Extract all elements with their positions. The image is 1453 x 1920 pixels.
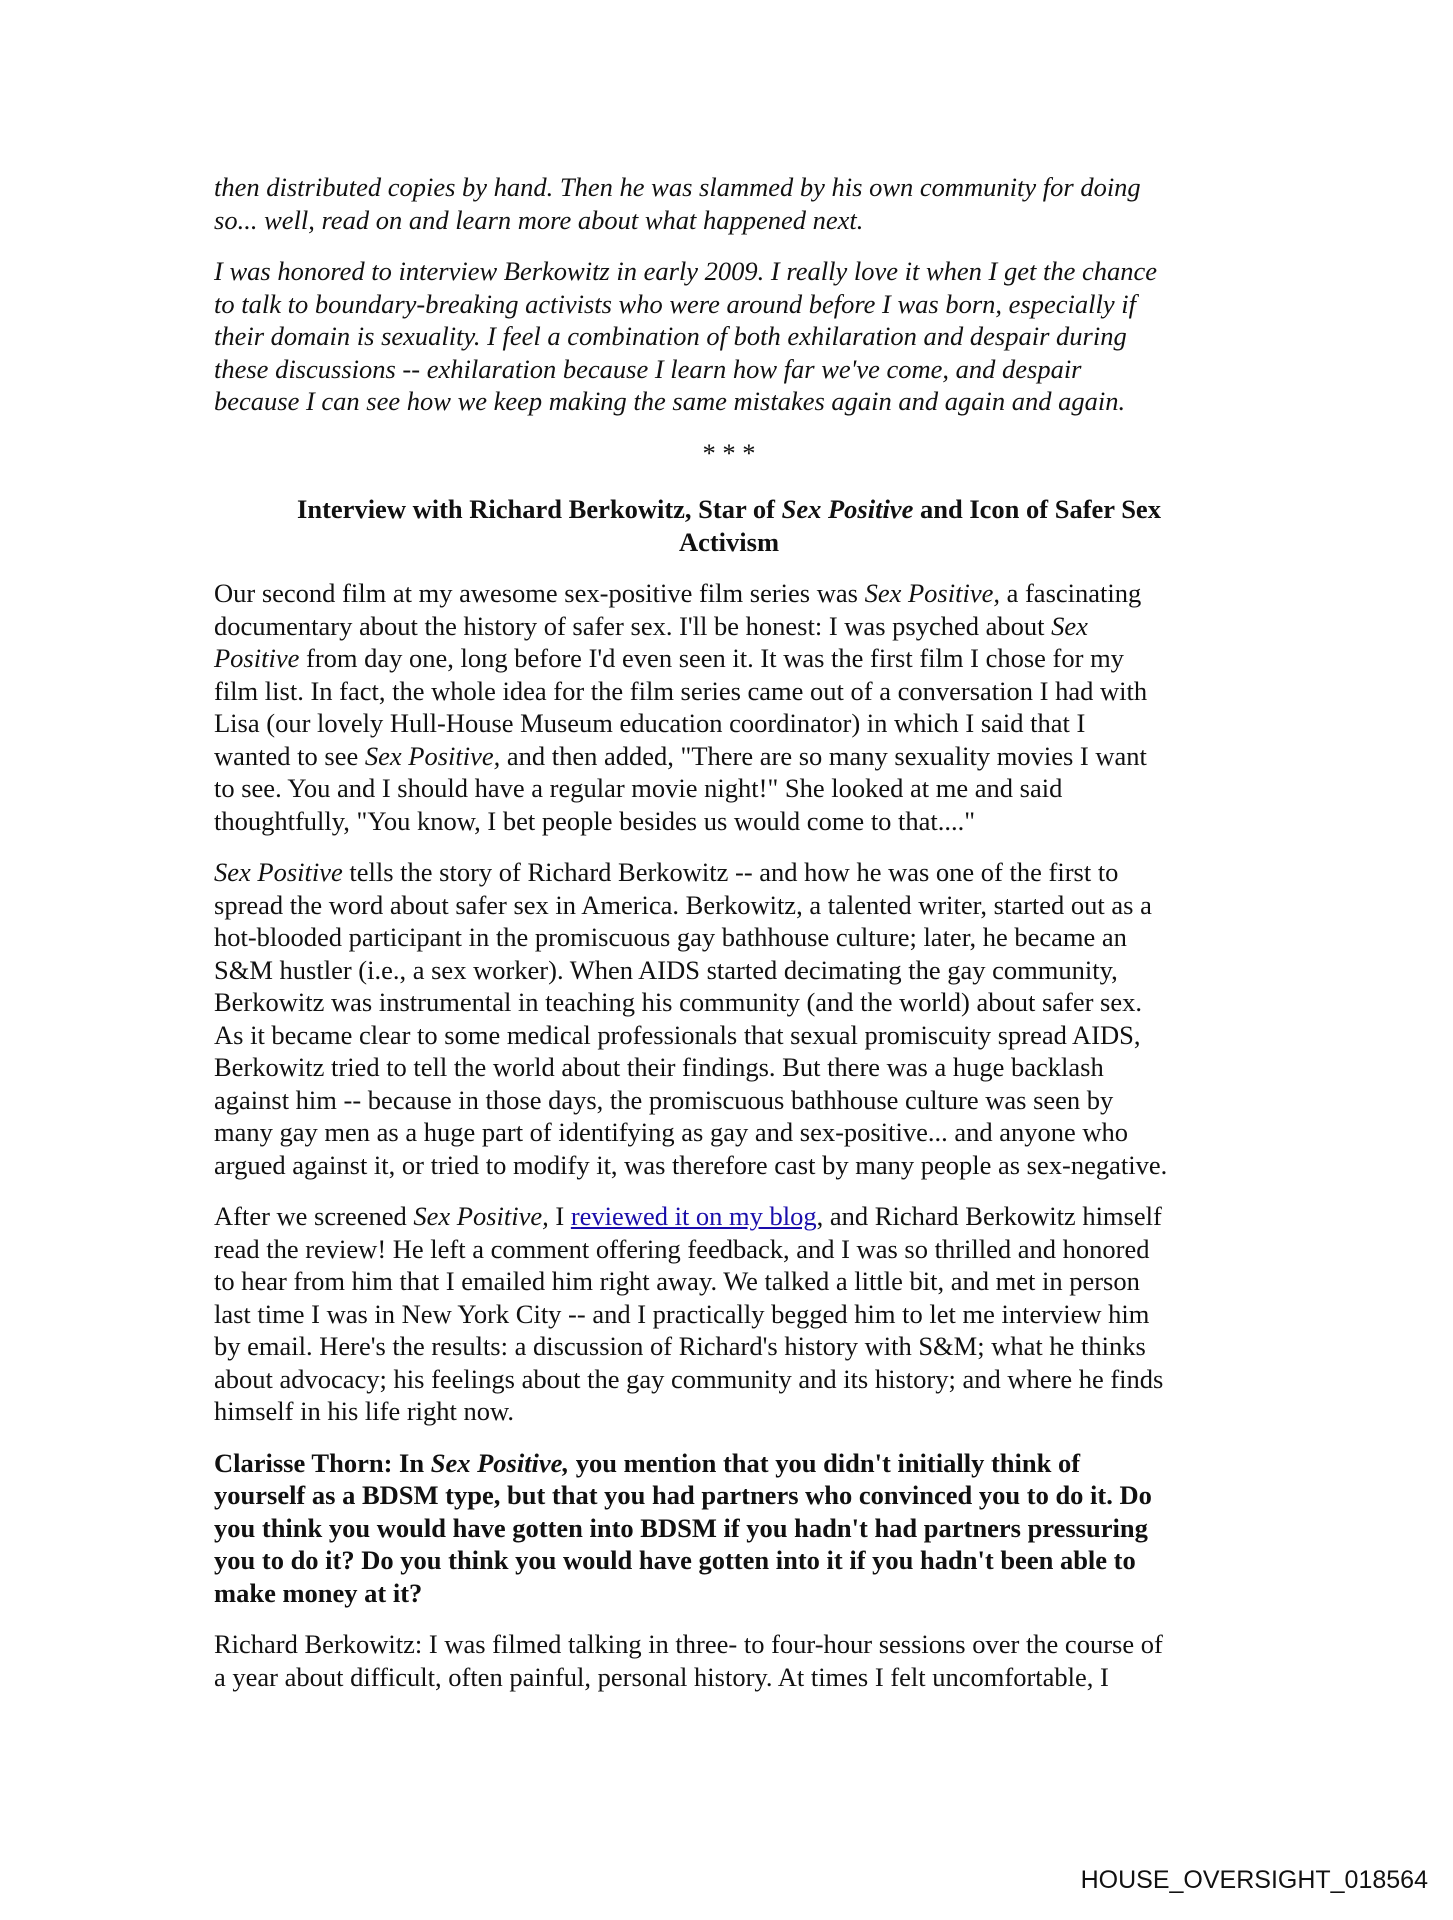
italic-title-text: Sex Positive [781, 494, 914, 524]
text-segment: himself in his life right now. [214, 1396, 515, 1426]
body-paragraph [214, 1628, 1244, 1693]
intro-paragraph [214, 255, 1244, 418]
bates-number: HOUSE_OVERSIGHT_018564 [1080, 1866, 1428, 1894]
text-line [214, 889, 1244, 922]
body-paragraph [214, 577, 1244, 837]
blog-review-link[interactable]: reviewed it on my blog [570, 1201, 817, 1231]
text-segment: documentary about the history of safer sex. I'll be honest: I was psyched about [214, 610, 1052, 641]
text-line [214, 1149, 1244, 1182]
document-body [214, 171, 1244, 1712]
text-line [214, 1330, 1244, 1363]
interview-heading [214, 493, 1244, 558]
text-line [214, 610, 1244, 643]
text-segment: argued against it, or tried to modify it, was therefore cast by many people as sex-negative. [214, 1149, 1168, 1180]
text-segment: because I can see how we keep making the same mistakes again and again and again. [214, 386, 1126, 416]
text-line [214, 1265, 1244, 1298]
text-line [214, 204, 1244, 237]
text-segment: to see. You and I should have a regular movie night!" She looked at me and said [214, 773, 1063, 803]
text-line [214, 1512, 1244, 1545]
text-line [214, 1479, 1244, 1512]
intro-paragraph [214, 171, 1244, 236]
italic-title-text: Sex Positive, [864, 578, 1000, 608]
section-separator [214, 437, 1244, 470]
text-line [214, 954, 1244, 987]
text-segment: you to do it? Do you think you would have gotten into it if you hadn't been able to [214, 1545, 1136, 1575]
text-line [214, 1628, 1244, 1661]
text-line [214, 1200, 1244, 1233]
text-segment: many gay men as a huge part of identifying as gay and sex-positive... and anyone who [214, 1117, 1129, 1147]
text-line [214, 1084, 1244, 1117]
text-line [214, 437, 1244, 470]
text-line [214, 1395, 1244, 1428]
text-line [214, 1233, 1244, 1266]
text-segment: to talk to boundary-breaking activists who were around before I was born, especially if [214, 288, 1136, 319]
text-segment: I [548, 1201, 571, 1231]
text-line [214, 986, 1244, 1019]
text-segment: from day one, long before I'd even seen it. It was the first film I chose for my [299, 643, 1124, 673]
text-segment: against him -- because in those days, the promiscuous bathhouse culture was seen by [214, 1084, 1114, 1115]
text-segment: S&M hustler (i.e., a sex worker). When AIDS started decimating the gay community, [214, 954, 1118, 985]
text-segment: and Icon of Safer Sex [913, 494, 1161, 524]
text-segment: last time I was in New York City -- and I practically begged him to let me interview him [214, 1298, 1150, 1329]
body-paragraph [214, 856, 1244, 1181]
italic-title-text: Sex [1051, 610, 1088, 641]
text-line [214, 385, 1244, 418]
body-paragraph [214, 1200, 1244, 1428]
text-line [214, 1363, 1244, 1396]
italic-title-text: Sex Positive, [364, 740, 501, 771]
text-segment: you think you would have gotten into BDSM if you hadn't had partners pressuring [214, 1512, 1148, 1543]
text-line [214, 255, 1244, 288]
text-line [214, 320, 1244, 353]
text-segment: these discussions -- exhilaration because I learn how far we've come, and despair [214, 353, 1082, 384]
text-line [214, 1019, 1244, 1052]
text-line [214, 856, 1244, 889]
text-segment: Activism [678, 526, 780, 557]
text-segment: make money at it? [214, 1577, 423, 1608]
text-segment: their domain is sexuality. I feel a combination of both exhilaration and despair during [214, 321, 1127, 351]
text-segment: Berkowitz was instrumental in teaching his community (and the world) about safer sex. [214, 987, 1143, 1017]
text-segment: a year about difficult, often painful, personal history. At times I felt uncomfortable, I [214, 1661, 1109, 1692]
text-line [214, 288, 1244, 321]
italic-title-text: Sex Positive [214, 857, 343, 887]
italic-title-text: Sex Positive, [413, 1201, 549, 1231]
text-line [214, 1298, 1244, 1331]
text-segment: tells the story of Richard Berkowitz -- and how he was one of the first to [342, 857, 1119, 887]
text-line [214, 1661, 1244, 1694]
text-segment: Clarisse Thorn: In [214, 1447, 431, 1478]
text-segment: a fascinating [999, 578, 1142, 608]
text-segment: Berkowitz tried to tell the world about their findings. But there was a huge backlash [214, 1052, 1104, 1082]
text-segment: read the review! He left a comment offering feedback, and I was so thrilled and honored [214, 1233, 1150, 1264]
text-line [214, 805, 1244, 838]
italic-title-text: Sex Positive, [430, 1447, 570, 1478]
text-segment: and then added, "There are so many sexuality movies I want [500, 740, 1147, 771]
text-line [214, 493, 1244, 526]
text-line [214, 1051, 1244, 1084]
italic-title-text: Positive [214, 643, 300, 673]
text-line [214, 1447, 1244, 1480]
text-line [214, 171, 1244, 204]
interview-question [214, 1447, 1244, 1610]
text-segment: Richard Berkowitz: I was filmed talking in three- to four-hour sessions over the course of [214, 1629, 1163, 1659]
text-line [214, 675, 1244, 708]
text-line [214, 577, 1244, 610]
text-segment: then distributed copies by hand. Then he was slammed by his own community for doing [214, 172, 1141, 202]
text-line [214, 1544, 1244, 1577]
text-segment: Interview with Richard Berkowitz, Star of [297, 494, 782, 524]
text-line [214, 921, 1244, 954]
text-segment: After we screened [214, 1201, 414, 1231]
text-segment: wanted to see [214, 740, 365, 771]
text-segment: so... well, read on and learn more about what happened next. [214, 204, 864, 235]
text-segment: As it became clear to some medical professionals that sexual promiscuity spread AIDS, [214, 1019, 1141, 1050]
text-line [214, 642, 1244, 675]
text-segment: hot-blooded participant in the promiscuous gay bathhouse culture; later, he became an [214, 922, 1127, 952]
text-segment: , and Richard Berkowitz himself [816, 1201, 1162, 1231]
text-segment: film list. In fact, the whole idea for the film series came out of a conversation I had with [214, 675, 1148, 706]
text-segment: Our second film at my awesome sex-positive film series was [214, 578, 865, 608]
text-line [214, 526, 1244, 559]
text-line [214, 1116, 1244, 1149]
text-segment: Lisa (our lovely Hull-House Museum education coordinator) in which I said that I [214, 708, 1086, 738]
text-line [214, 1577, 1244, 1610]
text-segment: you mention that you didn't initially think of [569, 1447, 1081, 1478]
text-segment: by email. Here's the results: a discussion of Richard's history with S&M; what he thinks [214, 1331, 1146, 1361]
text-segment: I was honored to interview Berkowitz in early 2009. I really love it when I get the chance [214, 256, 1157, 286]
text-segment: spread the word about safer sex in America. Berkowitz, a talented writer, started out as a [214, 889, 1152, 920]
text-line [214, 353, 1244, 386]
text-line [214, 707, 1244, 740]
text-segment: about advocacy; his feelings about the gay community and its history; and where he finds [214, 1363, 1164, 1394]
text-line [214, 740, 1244, 773]
text-segment: * * * [702, 437, 756, 468]
text-line [214, 772, 1244, 805]
text-segment: yourself as a BDSM type, but that you had partners who convinced you to do it. Do [214, 1480, 1152, 1510]
text-segment: to hear from him that I emailed him right away. We talked a little bit, and met in person [214, 1266, 1140, 1296]
text-segment: thoughtfully, "You know, I bet people besides us would come to that...." [214, 805, 976, 836]
